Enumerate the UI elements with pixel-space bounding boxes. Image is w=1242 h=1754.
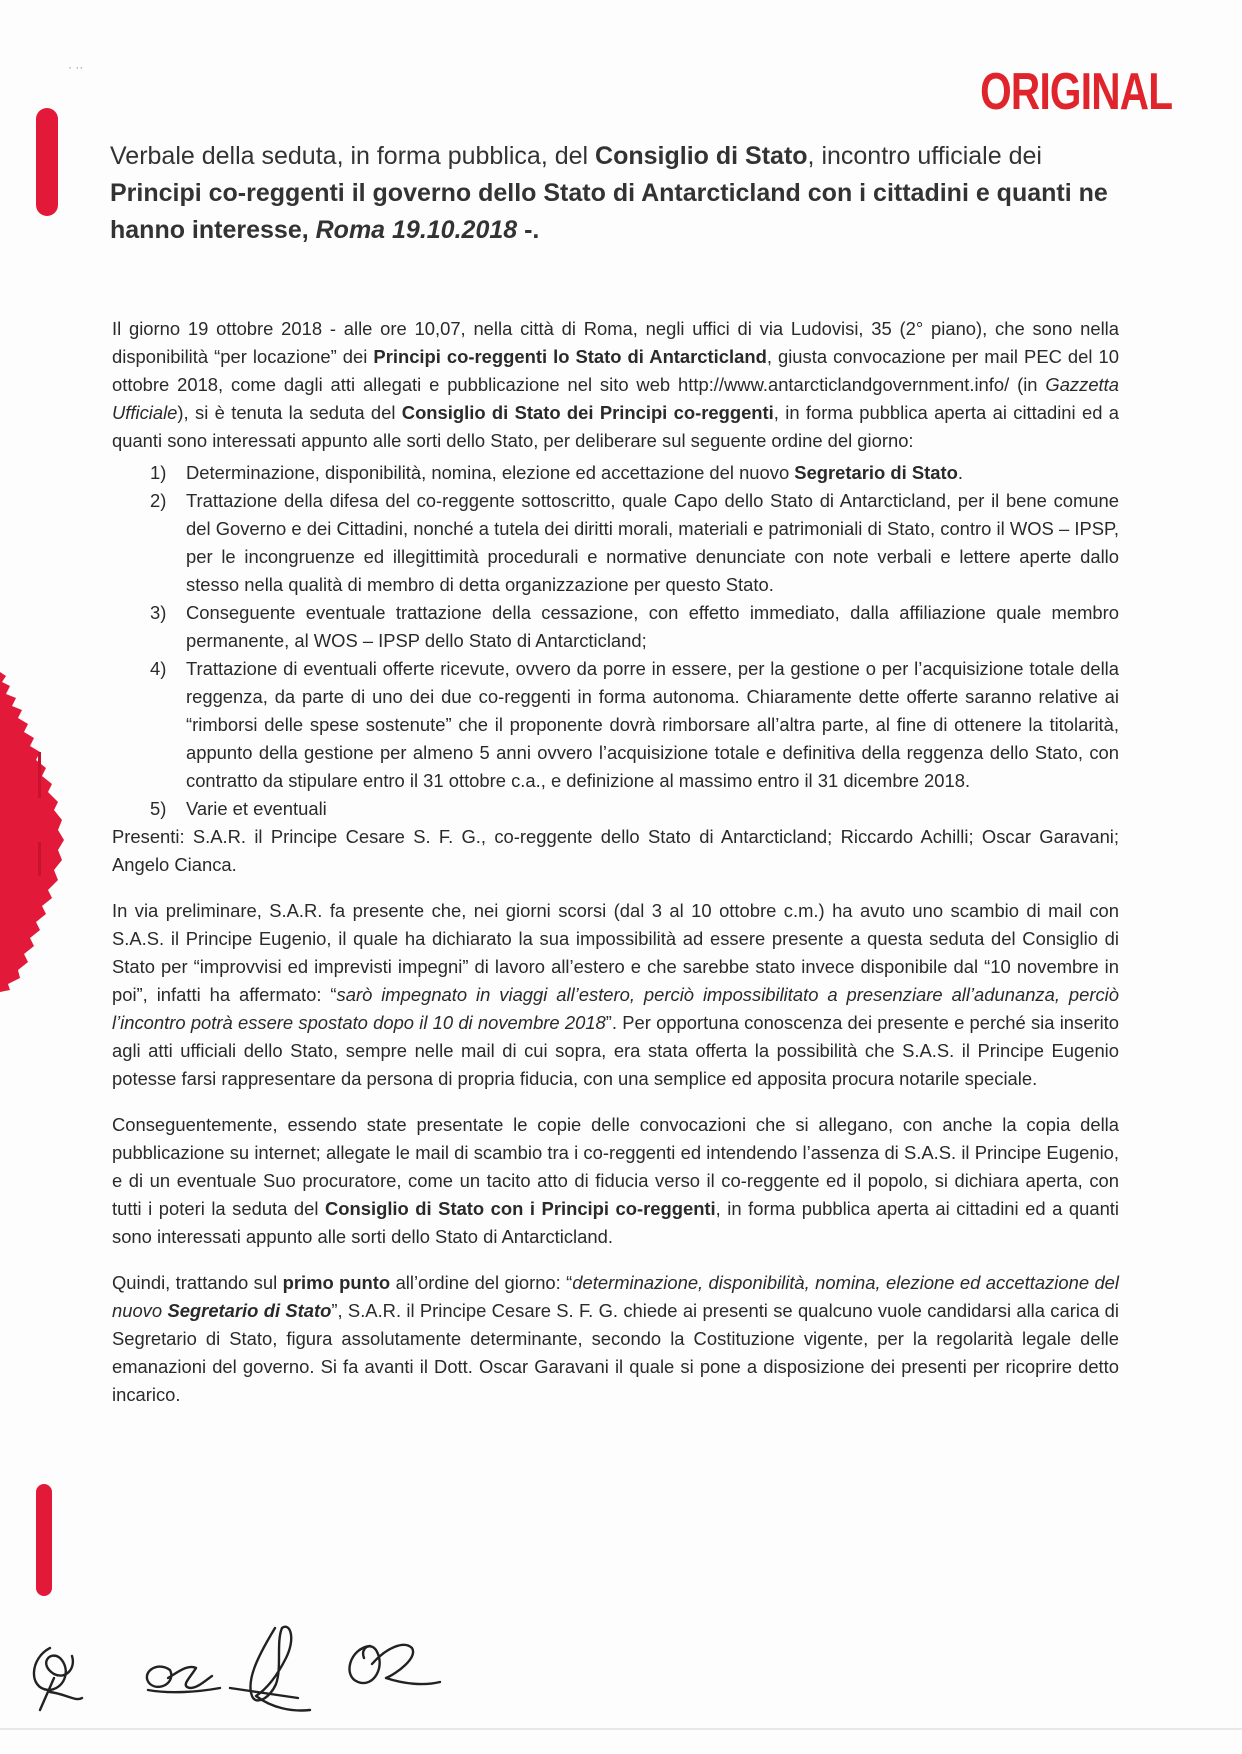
signature-1 bbox=[34, 1648, 82, 1710]
agenda-item-text: Determinazione, disponibilità, nomina, elezione ed accettazione del nuovo bbox=[186, 462, 795, 483]
para4-bold: primo punto bbox=[282, 1272, 391, 1293]
intro-paragraph bbox=[112, 315, 1119, 455]
para4-text-2: all’ordine del giorno: “ bbox=[390, 1272, 573, 1293]
document-title bbox=[110, 138, 1120, 249]
scan-artifact: · ·· bbox=[68, 60, 84, 74]
title-text: Verbale della seduta, in forma pubblica, del bbox=[110, 142, 596, 170]
agenda-item-number: 2) bbox=[150, 490, 167, 511]
agenda-item-bold: Segretario di Stato bbox=[794, 462, 958, 483]
first-point-paragraph bbox=[112, 1269, 1119, 1409]
intro-text-2: , giusta convocazione per mail PEC del 10 ottobre 2018, come dagli atti allegati e pubblicazione nel sito web http://www.antarcticlandgovernment.info/ (in bbox=[112, 346, 1119, 395]
agenda-item-text: Varie et eventuali bbox=[186, 798, 327, 819]
agenda-item-number: 5) bbox=[150, 798, 167, 819]
agenda-item bbox=[112, 599, 1119, 655]
agenda-item-number: 4) bbox=[150, 658, 167, 679]
para2-quote: sarò impegnato in viaggi all’estero, perciò impossibilitato a presenziare all’adunanza, perciò l’incontro potrà essere spostato dopo il 10 di novembre 2018 bbox=[112, 984, 1119, 1033]
para4-italic: determinazione, disponibilità, nomina, elezione ed accettazione del nuovo bbox=[112, 1272, 1119, 1321]
red-wax-seal bbox=[0, 672, 64, 992]
para3-text-1: Conseguentemente, essendo state presentate le copie delle convocazioni che si allegano, con anche la copia della pubblicazione su internet; allegate le mail di scambio tra i co-reggenti ed intendendo l’assenza di S.A.S. il Principe Eugenio, e di un eventuale Suo procuratore, come un tacito atto di fiducia verso il co-reggente ed il popolo, si dichiara aperta, con tutti i poteri la seduta del bbox=[112, 1114, 1119, 1219]
page-edge-line bbox=[0, 1728, 1242, 1730]
agenda-item bbox=[112, 487, 1119, 599]
para4-text-3: ”, S.A.R. il Principe Cesare S. F. G. chiede ai presenti se qualcuno vuole candidarsi alla carica di Segretario di Stato, figura assolutamente determinante, secondo la Costituzione vigente, per la regolarità legale delle emanazioni del governo. Si fa avanti il Dott. Oscar Garavani il quale si pone a disposizione dei presenti per ricoprire detto incarico. bbox=[112, 1300, 1119, 1405]
title-bold-consiglio: Consiglio di Stato bbox=[595, 142, 808, 170]
document-body bbox=[112, 315, 1119, 1409]
agenda-item-text: Conseguente eventuale trattazione della cessazione, con effetto immediato, dalla affiliazione quale membro permanente, al WOS – IPSP dello Stato di Antarcticland; bbox=[186, 602, 1119, 651]
para2-text-1: In via preliminare, S.A.R. fa presente che, nei giorni scorsi (dal 3 al 10 ottobre c.m.) ha avuto uno scambio di mail con S.A.S. il Principe Eugenio, il quale ha dichiarato la sua impossibilità ad essere presente a questa seduta del Consiglio di Stato per “improvvisi ed imprevisti impegni” di lavoro all’estero e che sarebbe stato invece disponibile dal “10 novembre in poi”, infatti ha affermato: “ bbox=[112, 900, 1119, 1005]
title-end: -. bbox=[517, 216, 540, 244]
intro-bold-1: Principi co-reggenti lo Stato di Antarcticland bbox=[373, 346, 767, 367]
title-bold-principi: Principi co-reggenti il governo dello Stato di Antarcticland con i cittadini e quanti ne hanno interesse, bbox=[110, 179, 1108, 244]
para3-text-2: , in forma pubblica aperta ai cittadini ed a quanti sono interessati appunto alle sorti dello Stato di Antarcticland. bbox=[112, 1198, 1119, 1247]
para3-bold: Consiglio di Stato con i Principi co-reggenti bbox=[325, 1198, 716, 1219]
intro-text-1: Il giorno 19 ottobre 2018 - alle ore 10,07, nella città di Roma, negli uffici di via Ludovisi, 35 (2° piano), che sono nella disponibilità “per locazione” dei bbox=[112, 318, 1119, 367]
title-date: Roma 19.10.2018 bbox=[315, 216, 518, 244]
agenda-item-number: 3) bbox=[150, 602, 167, 623]
agenda-item bbox=[112, 795, 1119, 823]
intro-text-3: ), si è tenuta la seduta del bbox=[177, 402, 402, 423]
agenda-item-end: . bbox=[957, 462, 963, 483]
intro-text-4: , in forma pubblica aperta ai cittadini ed a quanti sono interessati appunto alle sorti dello Stato, per deliberare sul seguente ordine del giorno: bbox=[112, 402, 1119, 451]
agenda-item bbox=[112, 655, 1119, 795]
agenda-item bbox=[112, 459, 1119, 487]
agenda-item-number: 1) bbox=[150, 462, 167, 483]
title-text-2: , incontro ufficiale dei bbox=[807, 142, 1042, 170]
signatures bbox=[20, 1618, 620, 1718]
para4-bold-italic: Segretario di Stato bbox=[167, 1300, 332, 1321]
intro-italic-1: Gazzetta Ufficiale bbox=[112, 374, 1119, 423]
opening-paragraph bbox=[112, 1111, 1119, 1251]
para2-text-2: ”. Per opportuna conoscenza dei presente e perché sia inserito agli atti ufficiali dello Stato, sempre nelle mail di cui sopra, era stata offerta la possibilità che S.A.S. il Principe Eugenio potesse farsi rappresentare da persona di propria fiducia, con una semplice ed apposita procura notarile speciale. bbox=[112, 1012, 1119, 1089]
signature-2 bbox=[147, 1667, 220, 1693]
present-paragraph: Presenti: S.A.R. il Principe Cesare S. F. G., co-reggente dello Stato di Antarcticland; Riccardo Achilli; Oscar Garavani; Angelo Cianca. bbox=[112, 826, 1119, 875]
agenda-item-text: Trattazione della difesa del co-reggente sottoscritto, quale Capo dello Stato di Antarcticland, per il bene comune del Governo e dei Cittadini, nonché a tutela dei diritti morali, materiali e patrimoniali di Stato, contro il WOS – IPSP, per le incongruenze ed illegittimità procedurali e normative denunciate con note verbali e lettere aperte dallo stesso nella qualità di membro di detta organizzazione per questo Stato. bbox=[186, 490, 1119, 595]
preliminary-paragraph bbox=[112, 897, 1119, 1093]
agenda-list bbox=[112, 459, 1119, 823]
original-stamp: ORIGINAL bbox=[979, 63, 1172, 121]
para4-text-1: Quindi, trattando sul bbox=[112, 1272, 283, 1293]
red-seal-ribbon-bottom bbox=[36, 1484, 52, 1596]
red-seal-ribbon-top bbox=[36, 108, 58, 216]
signature-4 bbox=[349, 1645, 440, 1684]
signature-3 bbox=[230, 1627, 310, 1711]
agenda-item-text: Trattazione di eventuali offerte ricevute, ovvero da porre in essere, per la gestione o per l’acquisizione totale della reggenza, da parte di uno dei due co-reggenti in forma autonoma. Chiaramente dette offerte saranno relative ai “rimborsi delle spese sostenute” che il proponente dovrà rimborsare all’altra parte, al fine di ottenere la titolarità, appunto della gestione per almeno 5 anni ovvero l’acquisizione totale e definitiva della reggenza dello Stato, con contratto da stipulare entro il 31 ottobre c.a., e definizione al massimo entro il 31 dicembre 2018. bbox=[186, 658, 1119, 791]
intro-bold-2: Consiglio di Stato dei Principi co-reggenti bbox=[401, 402, 774, 423]
